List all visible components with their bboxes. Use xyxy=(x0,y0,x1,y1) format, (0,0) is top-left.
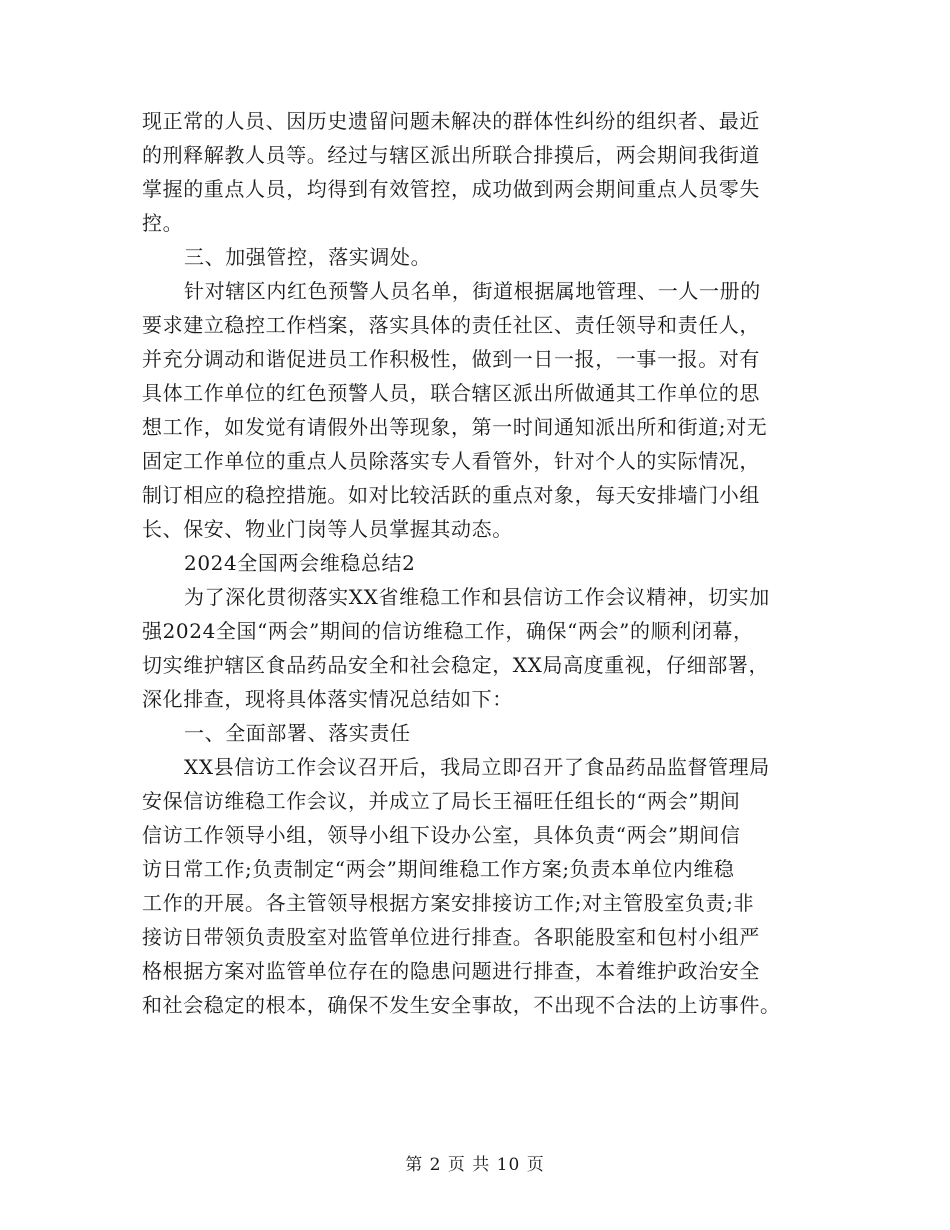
text-line: 一、全面部署、落实责任 xyxy=(184,721,411,745)
text-line: 并充分调动和谐促进员工作积极性，做到一日一报，一事一报。对有 xyxy=(142,347,760,371)
text-line: 格根据方案对监管单位存在的隐患问题进行排查，本着维护政治安全 xyxy=(142,959,760,983)
text-line: 深化排查，现将具体落实情况总结如下： xyxy=(142,687,513,711)
page-footer: 第 2 页 共 10 页 xyxy=(405,1155,545,1175)
text-line: 现正常的人员、因历史遗留问题未解决的群体性纠纷的组织者、最近 xyxy=(142,109,760,133)
text-line: 访日常工作;负责制定“两会”期间维稳工作方案;负责本单位内维稳 xyxy=(142,857,735,881)
text-line: 接访日带领负责股室对监管单位进行排查。各职能股室和包村小组严 xyxy=(142,925,760,949)
text-line: 强2024全国“两会”期间的信访维稳工作，确保“两会”的顺利闭幕， xyxy=(142,619,754,643)
text-line: 工作的开展。各主管领导根据方案安排接访工作;对主管股室负责;非 xyxy=(142,891,755,915)
text-line: 的刑释解教人员等。经过与辖区派出所联合排摸后，两会期间我街道 xyxy=(142,143,760,167)
text-line: 三、加强管控，落实调处。 xyxy=(184,245,432,269)
text-line: 固定工作单位的重点人员除落实专人看管外，针对个人的实际情况， xyxy=(142,449,760,473)
text-line: 制订相应的稳控措施。如对比较活跃的重点对象，每天安排墙门小组 xyxy=(142,483,760,507)
text-line: 信访工作领导小组，领导小组下设办公室，具体负责“两会”期间信 xyxy=(142,823,741,847)
text-line: 和社会稳定的根本，确保不发生安全事故，不出现不合法的上访事件。 xyxy=(142,993,781,1017)
document-body xyxy=(142,104,810,1022)
text-line: XX县信访工作会议召开后，我局立即召开了食品药品监督管理局 xyxy=(184,755,770,779)
text-line: 掌握的重点人员，均得到有效管控，成功做到两会期间重点人员零失 xyxy=(142,177,760,201)
text-line: 长、保安、物业门岗等人员掌握其动态。 xyxy=(142,517,513,541)
text-line: 安保信访维稳工作会议，并成立了局长王福旺任组长的“两会”期间 xyxy=(142,789,741,813)
text-line: 控。 xyxy=(142,211,184,235)
text-line: 针对辖区内红色预警人员名单，街道根据属地管理、一人一册的 xyxy=(184,279,761,303)
text-line: 想工作，如发觉有请假外出等现象，第一时间通知派出所和街道;对无 xyxy=(142,415,768,439)
text-line: 切实维护辖区食品药品安全和社会稳定，XX局高度重视，仔细部署， xyxy=(142,653,770,677)
text-line: 2024全国两会维稳总结2 xyxy=(184,551,416,575)
text-line: 为了深化贯彻落实XX省维稳工作和县信访工作会议精神，切实加 xyxy=(184,585,770,609)
text-line: 具体工作单位的红色预警人员，联合辖区派出所做通其工作单位的思 xyxy=(142,381,760,405)
text-line: 要求建立稳控工作档案，落实具体的责任社区、责任领导和责任人， xyxy=(142,313,760,337)
